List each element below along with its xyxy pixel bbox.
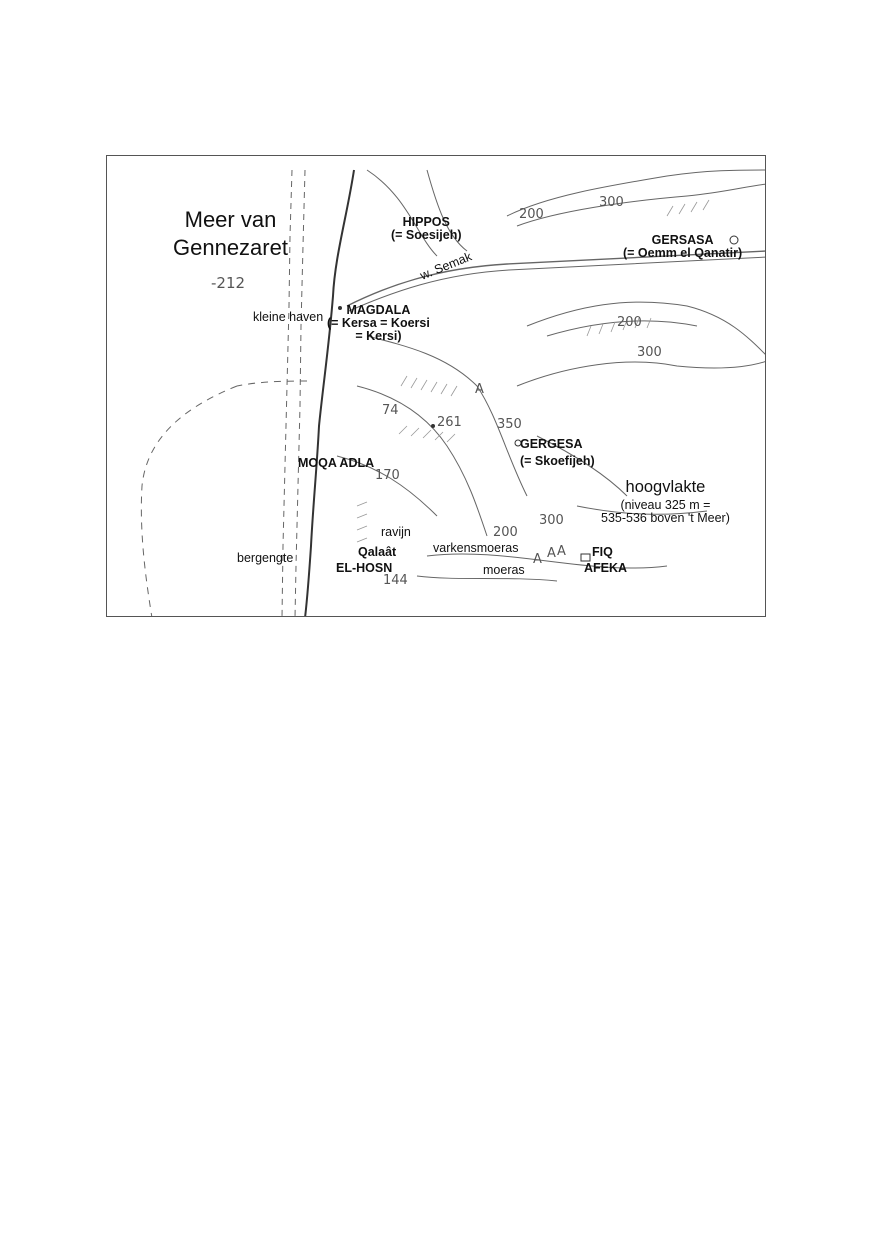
spot-height-350: 350	[497, 417, 522, 432]
hoogvlakte-label	[601, 479, 730, 526]
lake-depth: -212	[211, 274, 246, 292]
qalaat-label	[336, 546, 396, 575]
gersasa-name: GERSASA	[651, 233, 714, 247]
magdala-label	[327, 304, 430, 343]
gersasa-alt: (= Oemm el Qanatir)	[623, 246, 743, 261]
lake-title	[173, 206, 288, 261]
moqa-adla-label: MOQA ADLA	[298, 456, 375, 470]
magdala-alt1: (= Kersa = Koersi	[327, 316, 430, 331]
marker-a-upper: A	[475, 382, 484, 397]
spot-height-170: 170	[375, 468, 400, 483]
hoogvlakte-title: hoogvlakte	[625, 478, 706, 496]
wadi-semak-label: w. Semak	[418, 249, 474, 283]
contour-200-top: 200	[519, 207, 544, 222]
contour-300-mid: 300	[637, 345, 662, 360]
fiq-name: FIQ	[592, 545, 613, 559]
hippos-name: HIPPOS	[402, 215, 450, 229]
kleine-haven-label: kleine haven	[253, 310, 324, 324]
el-hosn-name: EL-HOSN	[336, 561, 393, 576]
spot-height-261: 261	[437, 415, 462, 430]
contour-300-top: 300	[599, 195, 624, 210]
varkensmoeras-label: varkensmoeras	[433, 541, 519, 555]
gergesa-label	[520, 438, 595, 468]
contour-200-low: 200	[493, 525, 518, 540]
spot-261-dot	[431, 424, 435, 428]
bergengte-label: bergengte	[237, 551, 294, 565]
contour-200-mid: 200	[617, 315, 642, 330]
moeras-label: moeras	[483, 563, 525, 577]
qalaat-name: Qalaât	[358, 545, 397, 559]
hippos-alt: (= Soesijeh)	[391, 228, 462, 243]
niveau-line2: 535-536 boven 't Meer)	[601, 511, 730, 526]
marker-a-mid: A	[547, 546, 556, 561]
spot-height-274: 74	[382, 403, 399, 418]
spot-height-144: 144	[383, 573, 408, 588]
ravijn-label: ravijn	[381, 525, 411, 539]
lake-title-line1: Meer van	[184, 207, 277, 232]
magdala-alt2: = Kersi)	[355, 329, 402, 344]
gergesa-alt: (= Skoefijeh)	[520, 454, 595, 469]
fiq-label	[584, 546, 627, 575]
gergesa-name: GERGESA	[520, 437, 583, 451]
hippos-label	[391, 216, 462, 242]
map-frame	[106, 155, 766, 617]
niveau-line1: (niveau 325 m =	[620, 498, 711, 513]
marker-a-right: A	[557, 544, 566, 559]
magdala-name: MAGDALA	[346, 303, 411, 317]
marker-a-left: A	[533, 552, 542, 567]
lake-title-line2: Gennezaret	[173, 234, 288, 260]
gersasa-label	[623, 234, 742, 260]
contour-300-low: 300	[539, 513, 564, 528]
afeka-name: AFEKA	[584, 561, 628, 576]
